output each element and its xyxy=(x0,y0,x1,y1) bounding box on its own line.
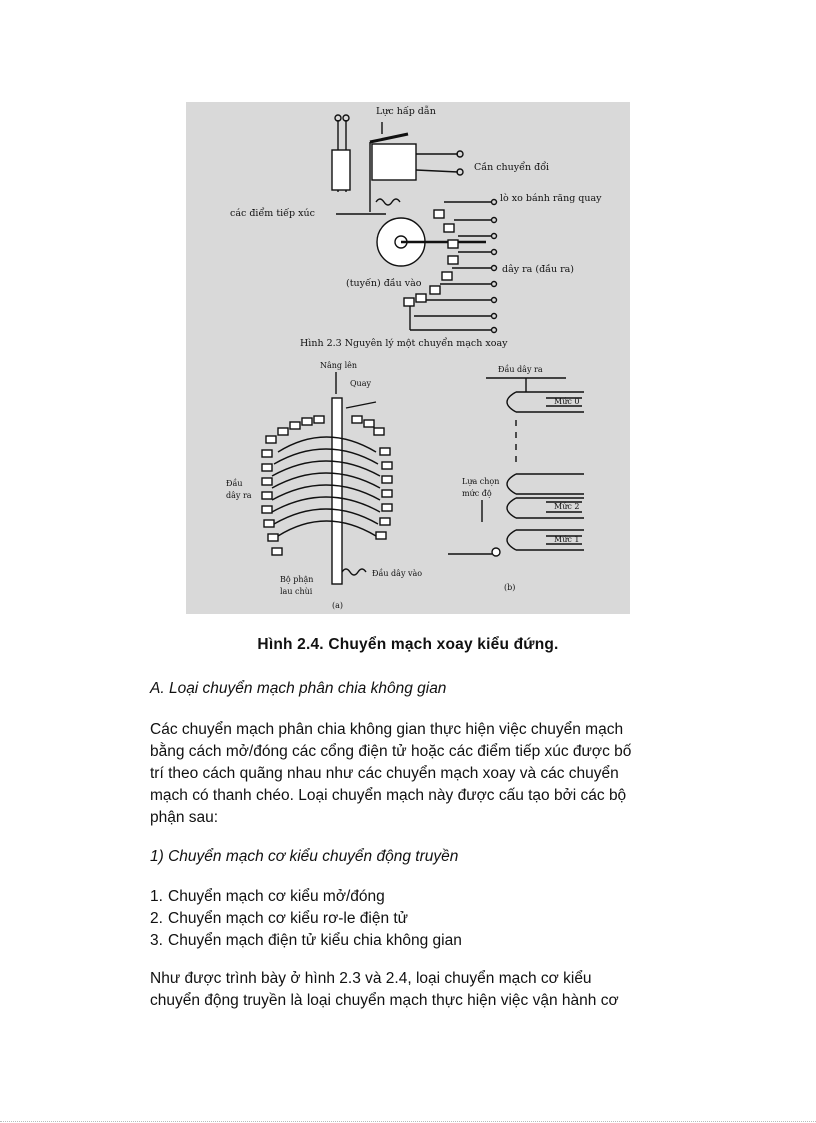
label-output-1: Đầu xyxy=(226,479,243,488)
label-contacts: các điểm tiếp xúc xyxy=(230,208,315,219)
list-text: Chuyển mạch điện tử kiểu chia không gian xyxy=(168,932,462,949)
list-number: 2. xyxy=(150,910,163,927)
rotate-pointer xyxy=(346,402,376,408)
paragraph-1-line: trí theo cách quãng nhau như các chuyển mạch xoay và các chuyển xyxy=(150,765,619,782)
label-level-1: Mức 1 xyxy=(554,535,580,544)
label-wiper-1: Bộ phận xyxy=(280,575,314,584)
label-level-0: Mức 0 xyxy=(554,397,580,406)
paragraph-1 xyxy=(150,719,690,829)
paragraph-1-line: bằng cách mở/đóng các cổng điện tử hoặc các điểm tiếp xúc được bố xyxy=(150,743,632,760)
paragraph-1-line: phận sau: xyxy=(150,809,219,826)
paragraph-2-line: Như được trình bày ở hình 2.3 và 2.4, loại chuyển mạch cơ kiểu xyxy=(150,970,592,987)
list-item xyxy=(150,908,690,930)
input-spring xyxy=(342,569,366,575)
label-lift: Nâng lên xyxy=(320,361,358,370)
electromagnet xyxy=(372,144,416,180)
label-input-wire: Đầu dây vào xyxy=(372,569,423,578)
label-input: (tuyến) đầu vào xyxy=(346,278,422,289)
label-select-2: mức độ xyxy=(462,489,492,498)
contact-block xyxy=(332,150,350,190)
label-output-2: dây ra xyxy=(226,491,252,500)
label-wiper-2: lau chùi xyxy=(280,587,313,596)
label-output-top: Đầu dây ra xyxy=(498,365,543,374)
page-bottom-border xyxy=(0,1121,816,1122)
label-select-1: Lựa chọn xyxy=(462,477,500,486)
paragraph-1-line: Các chuyển mạch phân chia không gian thực hiện việc chuyển mạch xyxy=(150,721,624,738)
shaft xyxy=(332,398,342,584)
spring xyxy=(376,199,400,205)
label-spring: lò xo bánh răng quay xyxy=(500,193,602,204)
label-level-2: Mức 2 xyxy=(554,502,580,511)
label-rotate: Quay xyxy=(350,379,371,388)
list-number: 3. xyxy=(150,932,163,949)
figure-caption: Hình 2.4. Chuyển mạch xoay kiểu đứng. xyxy=(257,636,559,653)
figure-diagram xyxy=(186,102,630,614)
paragraph-2 xyxy=(150,968,690,1012)
figure-2-3-caption: Hình 2.3 Nguyên lý một chuyển mạch xoay xyxy=(300,338,508,349)
figure-b-tag: (b) xyxy=(504,583,516,592)
label-outputs: dây ra (đầu ra) xyxy=(502,264,575,275)
armature xyxy=(370,134,408,142)
figure-a-tag: (a) xyxy=(332,601,344,610)
figure-rotary-switch xyxy=(186,102,630,614)
section-heading-a: A. Loại chuyển mạch phân chia không gian xyxy=(150,680,447,697)
selector-contact xyxy=(492,548,500,556)
list-item xyxy=(150,930,690,952)
subsection-heading-1: 1) Chuyển mạch cơ kiểu chuyển động truyền xyxy=(150,848,459,865)
paragraph-1-line: mạch có thanh chéo. Loại chuyển mạch này được cấu tạo bởi các bộ xyxy=(150,787,627,804)
wire xyxy=(416,170,458,172)
label-lever: Cần chuyển đổi xyxy=(474,162,550,173)
switch-type-list xyxy=(150,886,690,952)
list-number: 1. xyxy=(150,888,163,905)
paragraph-2-line: chuyển động truyền là loại chuyển mạch thực hiện việc vận hành cơ xyxy=(150,992,619,1009)
label-force: Lực hấp dẫn xyxy=(376,106,436,117)
list-text: Chuyển mạch cơ kiểu rơ-le điện tử xyxy=(168,910,409,927)
list-text: Chuyển mạch cơ kiểu mở/đóng xyxy=(168,888,385,905)
list-item xyxy=(150,886,690,908)
